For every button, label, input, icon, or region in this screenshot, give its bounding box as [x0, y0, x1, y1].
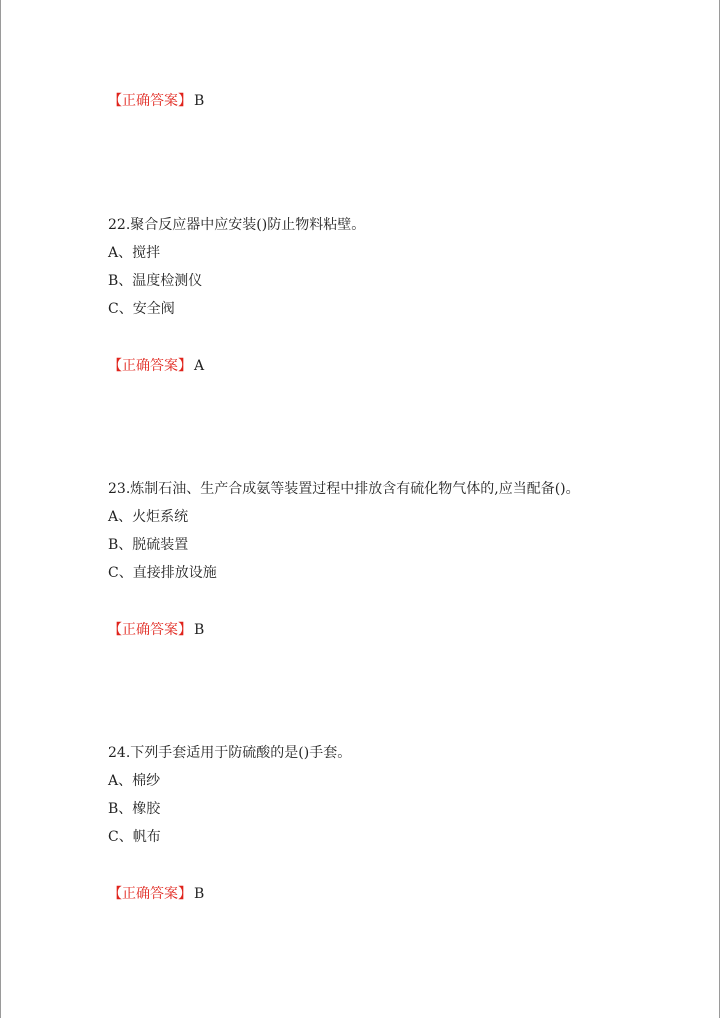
- answer-value: B: [194, 622, 205, 638]
- answer-bracket-open: 【: [108, 622, 122, 638]
- option-b-24: B、橡胶: [108, 801, 161, 817]
- option-a-23: A、火炬系统: [108, 509, 189, 525]
- answer-value: B: [194, 886, 205, 902]
- option-c-23: C、直接排放设施: [108, 565, 217, 581]
- answer-bracket-open: 【: [108, 93, 122, 109]
- answer-bracket-close: 】: [178, 93, 192, 109]
- option-b-23: B、脱硫装置: [108, 537, 189, 553]
- question-title-24: 24.下列手套适用于防硫酸的是()手套。: [108, 745, 352, 761]
- option-c-24: C、帆布: [108, 829, 161, 845]
- answer-label: 正确答案: [122, 886, 178, 902]
- page-border-left: [0, 0, 1, 1018]
- answer-bracket-close: 】: [178, 358, 192, 374]
- question-title-23: 23.炼制石油、生产合成氨等装置过程中排放含有硫化物气体的,应当配备()。: [108, 481, 580, 497]
- option-a-24: A、棉纱: [108, 773, 161, 789]
- answer-line-23: [108, 621, 204, 639]
- option-a-22: A、搅拌: [108, 245, 161, 261]
- answer-line-21: [108, 92, 204, 110]
- question-title-22: 22.聚合反应器中应安装()防止物料粘壁。: [108, 217, 366, 233]
- answer-label: 正确答案: [122, 358, 178, 374]
- answer-label: 正确答案: [122, 93, 178, 109]
- answer-value: B: [194, 93, 205, 109]
- option-c-22: C、安全阀: [108, 301, 175, 317]
- answer-bracket-close: 】: [178, 886, 192, 902]
- answer-label: 正确答案: [122, 622, 178, 638]
- answer-value: A: [194, 358, 205, 374]
- answer-bracket-open: 【: [108, 358, 122, 374]
- answer-bracket-close: 】: [178, 622, 192, 638]
- answer-bracket-open: 【: [108, 886, 122, 902]
- option-b-22: B、温度检测仪: [108, 273, 203, 289]
- answer-line-22: [108, 357, 204, 375]
- answer-line-24: [108, 885, 204, 903]
